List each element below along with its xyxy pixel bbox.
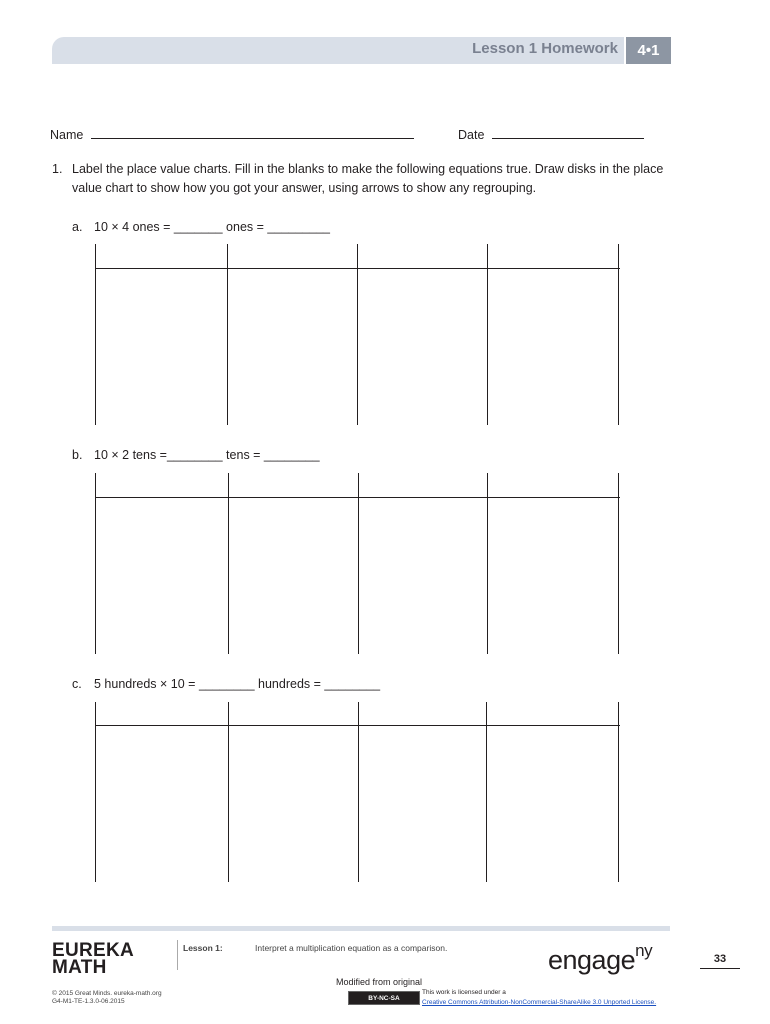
page-number: 33	[700, 953, 740, 969]
part-equation: 10 × 2 tens =________ tens = ________	[94, 448, 320, 462]
chart-column-line	[487, 473, 488, 654]
chart-column-line	[95, 702, 96, 882]
chart-column-line	[618, 702, 619, 882]
part-a	[72, 220, 330, 234]
part-c	[72, 677, 380, 691]
copyright-line-1: © 2015 Great Minds. eureka-math.org	[52, 990, 162, 997]
chart-column-line	[486, 702, 487, 882]
engageny-logo	[548, 941, 653, 976]
part-equation: 10 × 4 ones = _______ ones = _________	[94, 220, 330, 234]
name-field[interactable]	[50, 126, 414, 142]
chart-column-line	[618, 244, 619, 425]
part-equation: 5 hundreds × 10 = ________ hundreds = ________	[94, 677, 381, 691]
part-letter: a.	[72, 220, 83, 234]
license-text: This work is licensed under a	[422, 989, 506, 996]
place-value-chart-c[interactable]	[95, 702, 620, 882]
copyright	[52, 990, 162, 1006]
chart-column-line	[227, 244, 228, 425]
chart-column-line	[358, 702, 359, 882]
question-number: 1.	[52, 162, 63, 176]
chart-column-line	[618, 473, 619, 654]
part-letter: b.	[72, 448, 83, 462]
copyright-line-2: G4-M1-TE-1.3.0-06.2015	[52, 998, 125, 1005]
date-label: Date	[458, 128, 485, 142]
cc-badge-text: BY-NC-SA	[368, 994, 400, 1002]
date-blank[interactable]	[492, 126, 644, 139]
logo-line-2: MATH	[52, 957, 107, 978]
part-b	[72, 448, 320, 462]
modified-note: Modified from original	[336, 977, 423, 987]
ny-text: ny	[635, 941, 653, 960]
footer-lesson: Lesson 1:	[183, 943, 223, 953]
lesson-title: Lesson 1 Homework	[472, 40, 618, 57]
name-blank[interactable]	[91, 126, 414, 139]
place-value-chart-b[interactable]	[95, 473, 620, 654]
footer-description: Interpret a multiplication equation as a comparison.	[255, 943, 448, 953]
part-letter: c.	[72, 677, 82, 691]
footer-divider	[177, 940, 178, 970]
engage-text: engage	[548, 945, 636, 975]
license-link[interactable]: Creative Commons Attribution-NonCommercial-ShareAlike 3.0 Unported License.	[422, 999, 657, 1006]
chart-column-line	[228, 473, 229, 654]
question-1	[52, 160, 692, 198]
chart-column-line	[358, 473, 359, 654]
chart-column-line	[357, 244, 358, 425]
name-label: Name	[50, 128, 84, 142]
module-badge: 4•1	[626, 37, 671, 64]
eureka-math-logo	[52, 942, 134, 976]
logo-line-1: EUREKA	[52, 940, 135, 961]
question-text: Label the place value charts. Fill in the blanks to make the following equations true. Draw disks in the place value chart to show how you got your answer, using arrows to show any regrouping.	[72, 162, 664, 195]
date-field[interactable]	[458, 126, 644, 142]
footer-bar	[52, 926, 670, 931]
chart-column-line	[95, 473, 96, 654]
cc-license-badge[interactable]	[348, 991, 420, 1005]
chart-column-line	[487, 244, 488, 425]
chart-column-line	[95, 244, 96, 425]
chart-column-line	[228, 702, 229, 882]
place-value-chart-a[interactable]	[95, 244, 620, 425]
